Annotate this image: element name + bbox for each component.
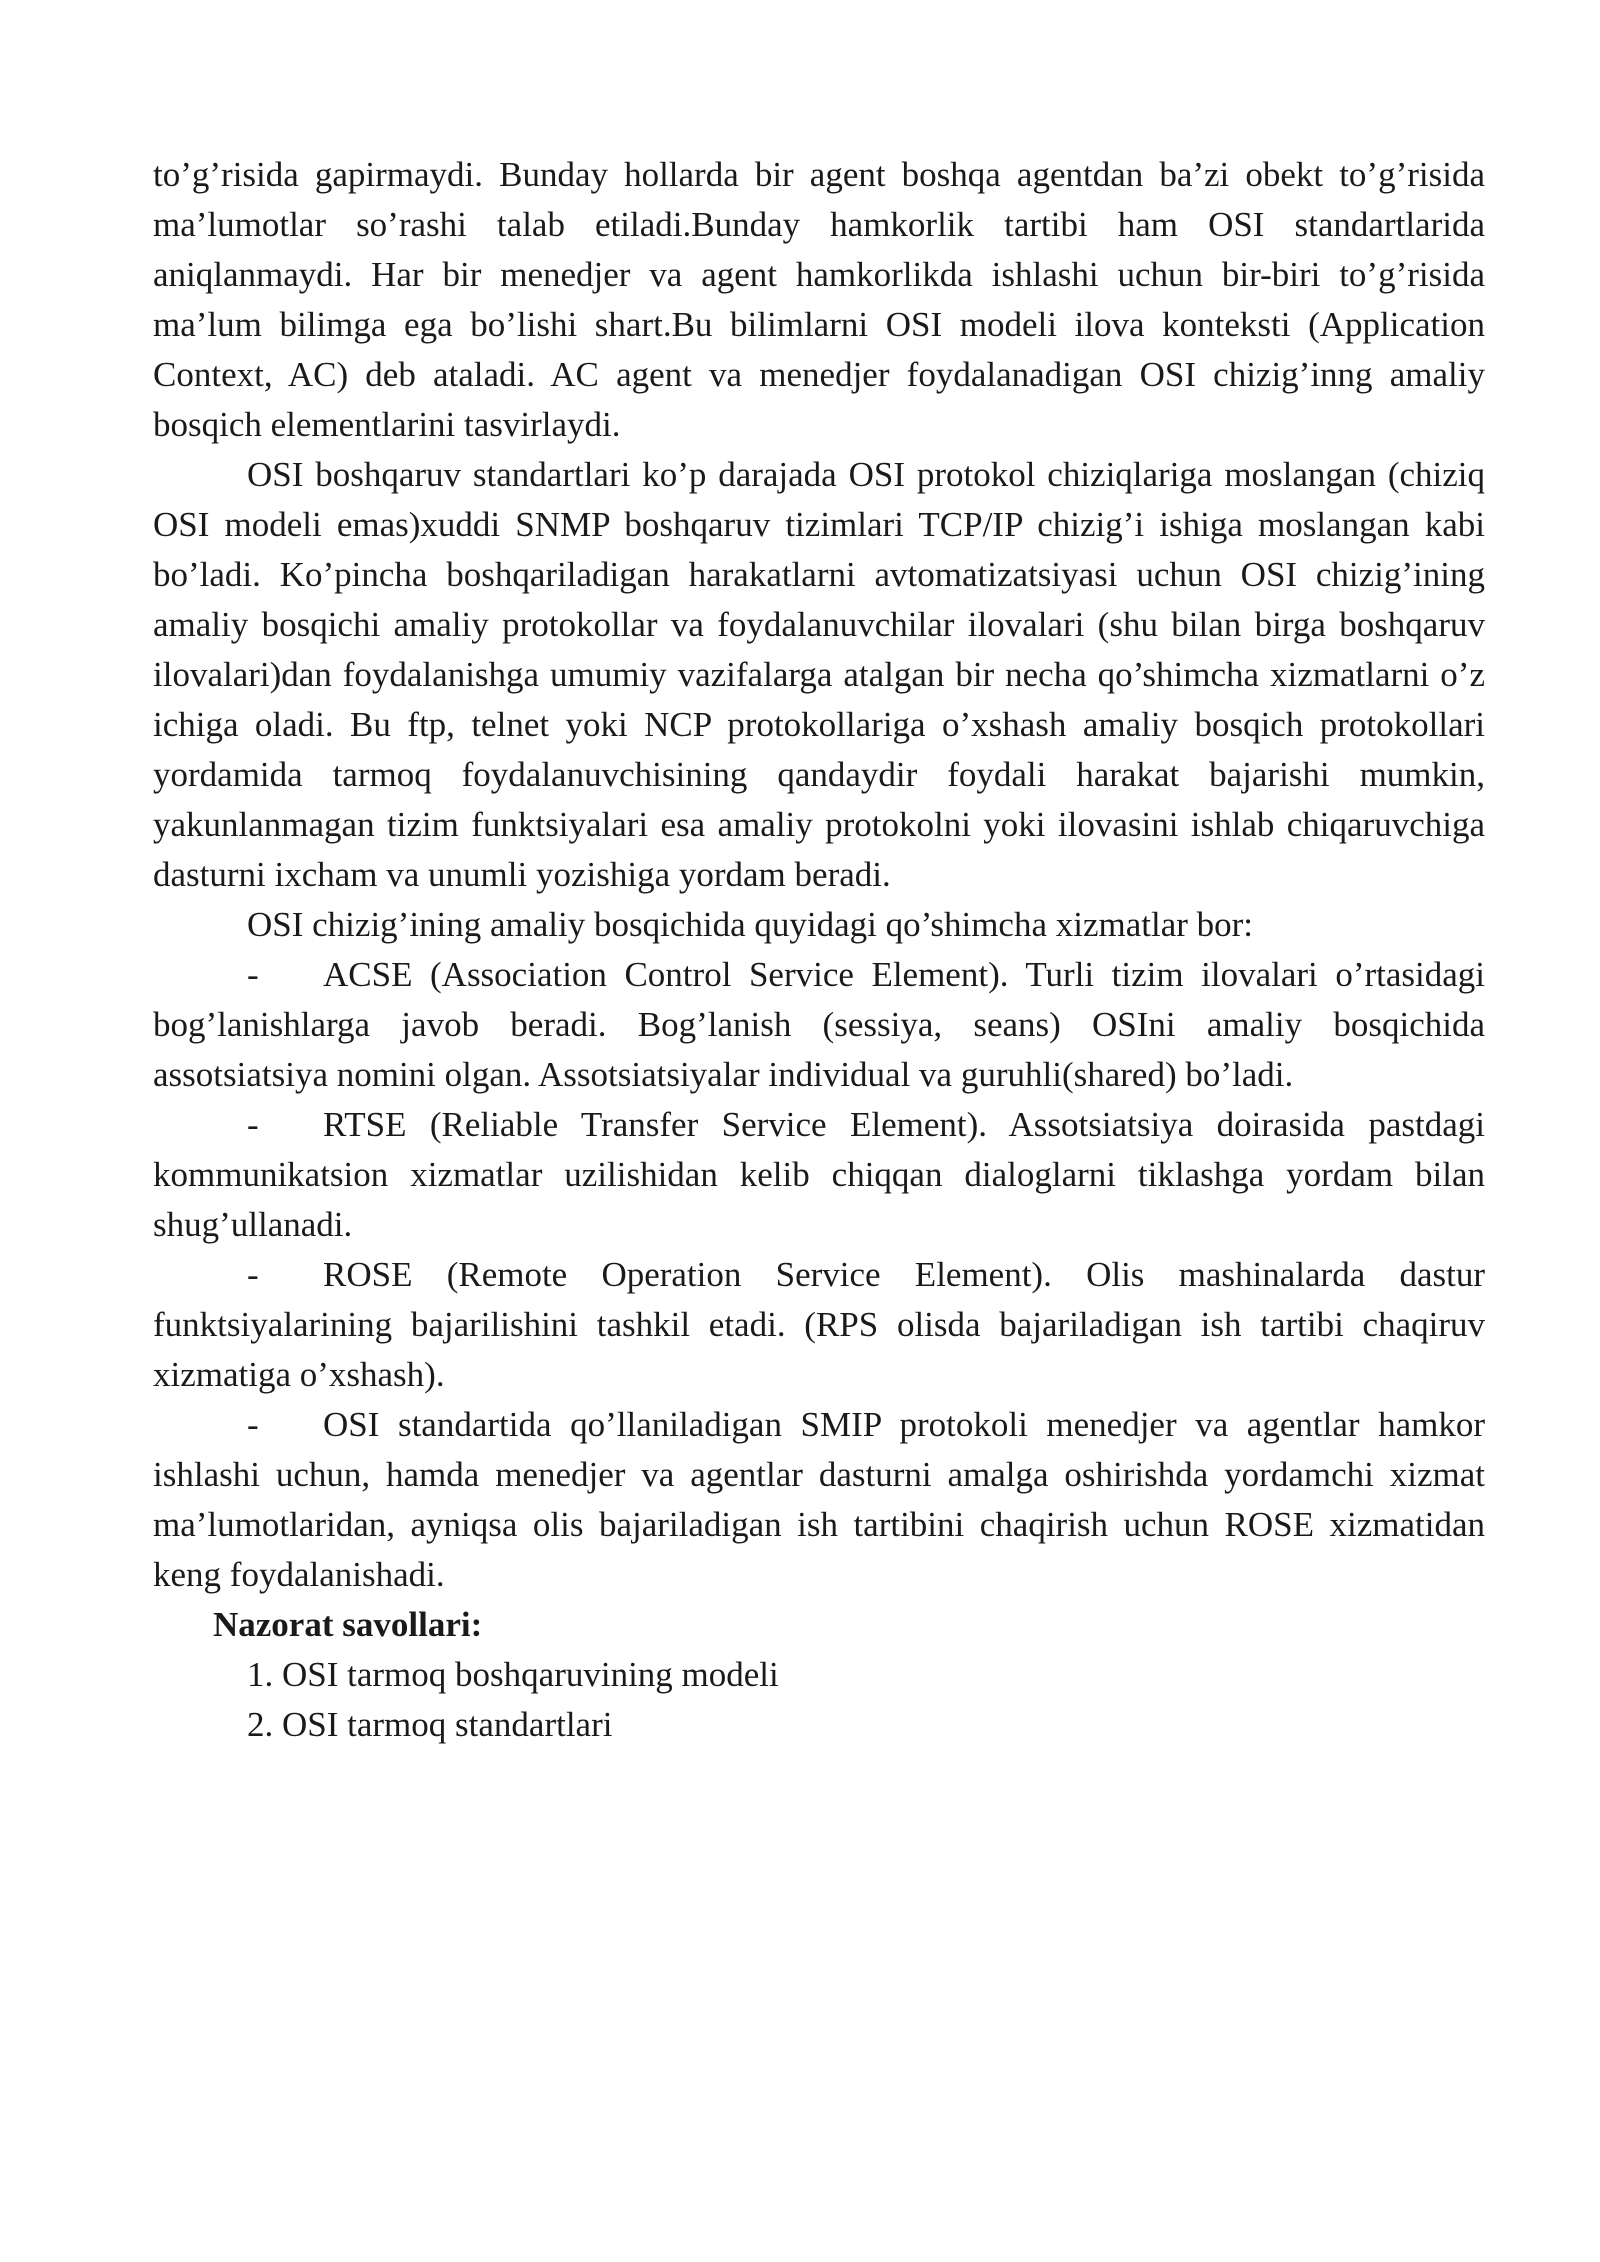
document-body xyxy=(153,150,1485,1750)
bullet-item-smip xyxy=(153,1400,1485,1600)
bullet-text: ROSE (Remote Operation Service Element). Olis mashinalarda dastur funktsiyalarining bajarilishini tashkil etadi. (RPS olisda bajariladigan ish tartibi chaqiruv xizmatiga o’xshash). xyxy=(153,1255,1485,1394)
bullet-dash: - xyxy=(247,1255,259,1294)
section-heading: Nazorat savollari: xyxy=(213,1605,483,1644)
bullet-item-rose xyxy=(153,1250,1485,1400)
questions-list xyxy=(153,1650,1485,1750)
bullet-text: ACSE (Association Control Service Element). Turli tizim ilovalari o’rtasidagi bog’lanishlarga javob beradi. Bog’lanish (sessiya, seans) OSIni amaliy bosqichida assotsiatsiya nomini olgan. Assotsiatsiyalar individual va guruhli(shared) bo’ladi. xyxy=(153,955,1485,1094)
bullet-item-acse xyxy=(153,950,1485,1100)
paragraph-osi-standards: OSI boshqaruv standartlari ko’p darajada OSI protokol chiziqlariga moslangan (chiziq OSI modeli emas)xuddi SNMP boshqaruv tizimlari TCP/IP chizig’i ishiga moslangan kabi bo’ladi. Ko’pincha boshqariladigan harakatlarni avtomatizatsiyasi uchun OSI chizig’ining amaliy bosqichi amaliy protokollar va foydalanuvchilar ilovalari (shu bilan birga boshqaruv ilovalari)dan foydalanishga umumiy vazifalarga atalgan bir necha qo’shimcha xizmatlarni o’z ichiga oladi. Bu ftp, telnet yoki NCP protokollariga o’xshash amaliy bosqich protokollari yordamida tarmoq foydalanuvchisining qandaydir foydali harakat bajarishi mumkin, yakunlanmagan tizim funktsiyalari esa amaliy protokolni yoki ilovasini ishlab chiqaruvchiga dasturni ixcham va unumli yozishiga yordam beradi. xyxy=(153,455,1485,894)
bullet-text: RTSE (Reliable Transfer Service Element). Assotsiatsiya doirasida pastdagi kommunikatsion xizmatlar uzilishidan kelib chiqqan dialoglarni tiklashga yordam bilan shug’ullanadi. xyxy=(153,1105,1485,1244)
bullet-dash: - xyxy=(247,1405,259,1444)
question-item: 1. OSI tarmoq boshqaruvining modeli xyxy=(247,1655,779,1694)
bullet-dash: - xyxy=(247,1105,259,1144)
question-item: 2. OSI tarmoq standartlari xyxy=(247,1705,613,1744)
bullet-item-rtse xyxy=(153,1100,1485,1250)
paragraph-services-intro: OSI chizig’ining amaliy bosqichida quyidagi qo’shimcha xizmatlar bor: xyxy=(247,905,1254,944)
bullet-dash: - xyxy=(247,955,259,994)
paragraph-continuation: to’g’risida gapirmaydi. Bunday hollarda bir agent boshqa agentdan ba’zi obekt to’g’risida ma’lumotlar so’rashi talab etiladi.Bunday hamkorlik tartibi ham OSI standartlarida aniqlanmaydi. Har bir menedjer va agent hamkorlikda ishlashi uchun bir-biri to’g’risida ma’lum bilimga ega bo’lishi shart.Bu bilimlarni OSI modeli ilova konteksti (Application Context, AC) deb ataladi. AC agent va menedjer foydalanadigan OSI chizig’inng amaliy bosqich elementlarini tasvirlaydi. xyxy=(153,155,1485,444)
bullet-text: OSI standartida qo’llaniladigan SMIP protokoli menedjer va agentlar hamkor ishlashi uchun, hamda menedjer va agentlar dasturni amalga oshirishda yordamchi xizmat ma’lumotlaridan, ayniqsa olis bajariladigan ish tartibini chaqirish uchun ROSE xizmatidan keng foydalanishadi. xyxy=(153,1405,1485,1594)
